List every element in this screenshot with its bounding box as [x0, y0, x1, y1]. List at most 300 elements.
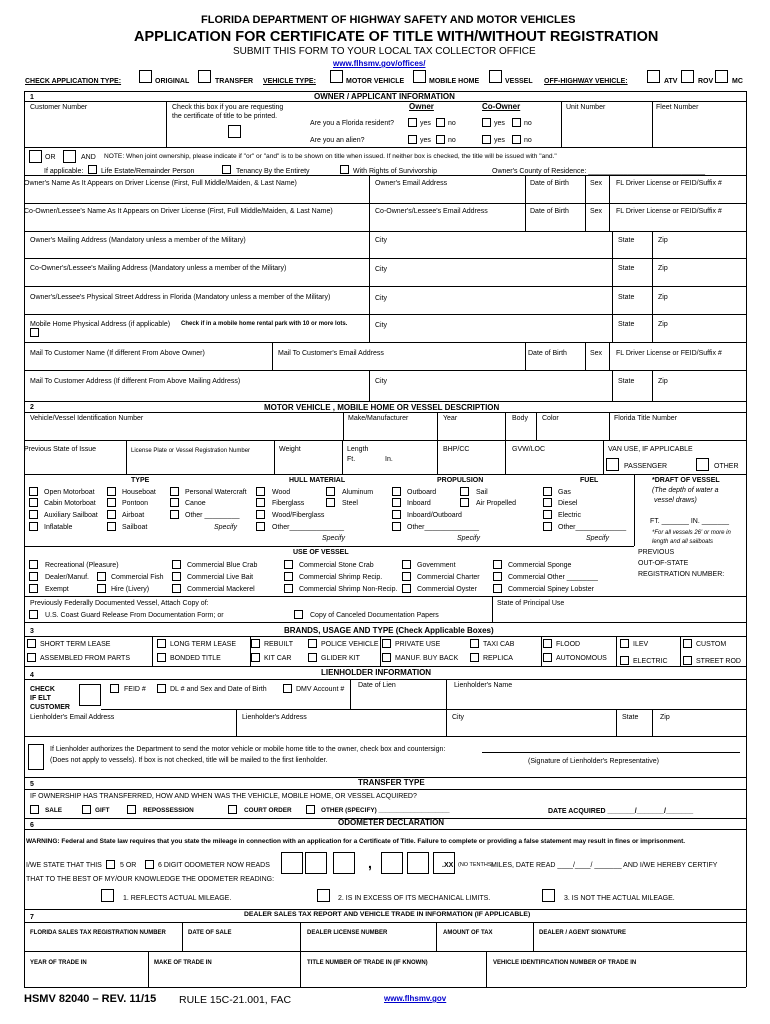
year-label: Year: [443, 415, 458, 422]
customer-number-label: Customer Number: [30, 104, 88, 111]
yes-label: yes: [420, 120, 431, 127]
use-lobster-label: Commercial Spiney Lobster: [508, 586, 594, 593]
lienholder-zip-label: Zip: [660, 714, 670, 721]
s4-heading: LIENHOLDER INFORMATION: [321, 668, 432, 677]
city-label: City: [375, 322, 388, 329]
coowner-resident-yes[interactable]: [482, 118, 491, 127]
type-open-motorboat-label: Open Motorboat: [44, 489, 95, 496]
odo-best-knowledge: THAT TO THE BEST OF MY/OUR KNOWLEDGE THE ODOMETER READING:: [26, 876, 275, 883]
and-checkbox[interactable]: [63, 150, 76, 163]
and-label: AND: [81, 154, 96, 161]
coowner-alien-yes[interactable]: [482, 135, 491, 144]
type-sailboat-label: Sailboat: [122, 524, 148, 531]
draft-ft-in: FT. _______ IN. _______: [650, 518, 730, 525]
hull-aluminum-label: Aluminum: [342, 489, 374, 496]
dmv-account-label: DMV Account #: [296, 686, 345, 693]
owner-resident-yes[interactable]: [408, 118, 417, 127]
odo-xx: .XX: [442, 862, 454, 869]
type-inflatable-label: Inflatable: [44, 524, 73, 531]
type-pontoon-label: Pontoon: [122, 500, 149, 507]
prop-inboard-checkbox[interactable]: [392, 498, 401, 507]
city-label: City: [375, 266, 388, 273]
odo-not-actual-checkbox[interactable]: [542, 889, 555, 902]
use-sponge-checkbox[interactable]: [493, 560, 502, 569]
mc-checkbox[interactable]: [715, 70, 728, 83]
type-inflatable-checkbox[interactable]: [29, 522, 38, 531]
owner-mailing-label: Owner's Mailing Address (Mandatory unless a member of the Military): [30, 237, 246, 244]
footer-link[interactable]: www.flhsmv.gov: [384, 994, 447, 1003]
type-specify-label: Specify: [214, 524, 237, 531]
mh-physical-label: Mobile Home Physical Address (if applicable): [30, 321, 171, 328]
owner-resident-no[interactable]: [436, 118, 445, 127]
odometer-warning: WARNING: Federal and State law requires that you state the mileage in connection with an application for a Certificate of Title. Failure to complete or providing a false statement may result in fines or imprisonment.: [26, 838, 686, 845]
frame-left: [24, 91, 25, 987]
odo-digit-4[interactable]: [381, 852, 403, 874]
mail-dl-label: FL Driver License or FEID/Suffix #: [616, 350, 722, 357]
use-stone-crab-checkbox[interactable]: [284, 560, 293, 569]
use-shrimp-nonrecip-label: Commercial Shrimp Non-Recip.: [299, 586, 398, 593]
zip-label: Zip: [658, 237, 668, 244]
owner-sex-label: Sex: [590, 180, 603, 187]
rov-label: ROV: [698, 78, 714, 85]
lienholder-city-label: City: [452, 714, 465, 721]
uscg-release-checkbox[interactable]: [29, 610, 38, 619]
prev-state-label: Previous State of Issue: [24, 446, 96, 453]
prop-sail-label: Sail: [476, 489, 488, 496]
life-estate-checkbox[interactable]: [88, 165, 97, 174]
no-label: no: [448, 137, 456, 144]
length-ft-label: Ft.: [347, 456, 356, 463]
fuel-diesel-label: Diesel: [558, 500, 578, 507]
brand-flood-checkbox[interactable]: [543, 639, 552, 648]
lien-auth-1: If Lienholder authorizes the Department to send the motor vehicle or mobile home title to the owner, check box and countersign:: [50, 746, 446, 753]
brand-autonomous-checkbox[interactable]: [543, 653, 552, 662]
fuel-electric-checkbox[interactable]: [543, 510, 552, 519]
s5-heading: TRANSFER TYPE: [358, 778, 425, 787]
owner-alien-yes[interactable]: [408, 135, 417, 144]
use-sponge-label: Commercial Sponge: [508, 562, 572, 569]
atv-checkbox[interactable]: [647, 70, 660, 83]
s1-heading: OWNER / APPLICANT INFORMATION: [314, 92, 455, 101]
dl-sex-dob-checkbox[interactable]: [157, 684, 166, 693]
draft-desc-2: vessel draws): [654, 497, 697, 504]
fuel-other-checkbox[interactable]: [543, 522, 552, 531]
hull-wood-fiberglass-checkbox[interactable]: [256, 510, 265, 519]
brand-police-vehicle-checkbox[interactable]: [308, 639, 317, 648]
brand-label: REPLICA: [483, 655, 513, 662]
brand-street-rod-checkbox[interactable]: [683, 656, 692, 665]
state-principal-use-label: State of Principal Use: [497, 600, 565, 607]
brand-long-term-lease-checkbox[interactable]: [157, 639, 166, 648]
coowner-email-label: Co-Owner's/Lessee's Email Address: [375, 208, 488, 215]
prop-specify-label: Specify: [457, 535, 480, 542]
city-label: City: [375, 237, 388, 244]
type-canoe-label: Canoe: [185, 500, 206, 507]
form-number: HSMV 82040 – REV. 11/15: [24, 993, 157, 1005]
lienholder-name-label: Lienholder's Name: [454, 682, 513, 689]
city-label: City: [375, 378, 388, 385]
alien-question: Are you an alien?: [310, 137, 365, 144]
brand-glider-kit-checkbox[interactable]: [308, 653, 317, 662]
prev-reg-1: PREVIOUS: [638, 549, 675, 556]
odo-5-label: 5 OR: [120, 862, 137, 869]
state-label: State: [618, 321, 635, 328]
type-canoe-checkbox[interactable]: [170, 498, 179, 507]
brand-label: ELECTRIC: [633, 658, 668, 665]
resident-question: Are you a Florida resident?: [310, 120, 395, 127]
use-live-bait-label: Commercial Live Bait: [187, 574, 254, 581]
fleet-number-label: Fleet Number: [656, 104, 699, 111]
fuel-diesel-checkbox[interactable]: [543, 498, 552, 507]
type-aux-sailboat-label: Auxiliary Sailboat: [44, 512, 98, 519]
transfer-question: IF OWNERSHIP HAS TRANSFERRED, HOW AND WHEN WAS THE VEHICLE, MOBILE HOME, OR VESSEL ACQUIRED?: [30, 793, 417, 800]
use-blue-crab-checkbox[interactable]: [172, 560, 181, 569]
fuel-specify-label: Specify: [586, 535, 609, 542]
use-mackerel-checkbox[interactable]: [172, 584, 181, 593]
van-use-label: VAN USE, IF APPLICABLE: [608, 446, 693, 453]
mobile-home-checkbox[interactable]: [413, 70, 426, 83]
check-application-type-label: CHECK APPLICATION TYPE:: [25, 78, 122, 85]
plate-label: License Plate or Vessel Registration Number: [131, 448, 251, 454]
hull-heading: HULL MATERIAL: [289, 477, 346, 484]
mail-to-name-label: Mail To Customer Name (If different From Above Owner): [30, 350, 205, 357]
brand-label: GLIDER KIT: [321, 655, 360, 662]
prop-io-checkbox[interactable]: [392, 510, 401, 519]
fuel-gas-label: Gas: [558, 489, 571, 496]
elt-check-1: CHECK: [30, 686, 55, 693]
vessel-label: VESSEL: [505, 78, 533, 85]
odo-excess-checkbox[interactable]: [317, 889, 330, 902]
passenger-checkbox[interactable]: [606, 458, 619, 471]
van-other-label: OTHER: [714, 463, 739, 470]
hull-aluminum-checkbox[interactable]: [326, 487, 335, 496]
type-cabin-motorboat-checkbox[interactable]: [29, 498, 38, 507]
trade-in-title-label: TITLE NUMBER OF TRADE IN (IF KNOWN): [307, 960, 428, 966]
brand-custom-checkbox[interactable]: [683, 639, 692, 648]
odo-digit-5[interactable]: [407, 852, 429, 874]
s2-heading: MOTOR VEHICLE , MOBILE HOME OR VESSEL DESCRIPTION: [264, 403, 500, 412]
transfer-other-checkbox[interactable]: [306, 805, 315, 814]
fuel-other-label: Other_____________: [558, 524, 627, 531]
city-label: City: [375, 295, 388, 302]
brand-ilev-checkbox[interactable]: [620, 639, 629, 648]
odo-digit-1[interactable]: [281, 852, 303, 874]
atv-label: ATV: [664, 78, 678, 85]
s5-number: 5: [30, 781, 34, 788]
brand-electric-checkbox[interactable]: [620, 656, 629, 665]
feid-checkbox[interactable]: [110, 684, 119, 693]
lienholder-authorize-checkbox[interactable]: [28, 744, 44, 770]
odo-6digit-checkbox[interactable]: [145, 860, 154, 869]
lien-signature-label: (Signature of Lienholder's Representative): [528, 758, 659, 765]
use-stone-crab-label: Commercial Stone Crab: [299, 562, 374, 569]
s6-heading: ODOMETER DECLARATION: [338, 818, 445, 827]
tenancy-checkbox[interactable]: [222, 165, 231, 174]
physical-address-label: Owner's/Lessee's Physical Street Address in Florida (Mandatory unless a member of the Military): [30, 294, 331, 301]
agency-name: FLORIDA DEPARTMENT OF HIGHWAY SAFETY AND MOTOR VEHICLES: [201, 14, 576, 26]
weight-label: Weight: [279, 446, 301, 453]
vessel-checkbox[interactable]: [489, 70, 502, 83]
fuel-heading: FUEL: [580, 477, 599, 484]
odo-digit-3[interactable]: [333, 852, 355, 874]
yes-label: yes: [494, 120, 505, 127]
original-label: ORIGINAL: [155, 78, 190, 85]
lienholder-address-label: Lienholder's Address: [242, 714, 307, 721]
unit-number-label: Unit Number: [566, 104, 606, 111]
hull-fiberglass-checkbox[interactable]: [256, 498, 265, 507]
state-label: State: [618, 237, 635, 244]
use-exempt-checkbox[interactable]: [29, 584, 38, 593]
brand-label: KIT CAR: [264, 655, 292, 662]
dealer-signature-label: DEALER / AGENT SIGNATURE: [539, 930, 627, 936]
use-comm-other-checkbox[interactable]: [493, 572, 502, 581]
use-live-bait-checkbox[interactable]: [172, 572, 181, 581]
use-hire-checkbox[interactable]: [97, 584, 106, 593]
type-pwc-checkbox[interactable]: [170, 487, 179, 496]
use-recreational-checkbox[interactable]: [29, 560, 38, 569]
type-sailboat-checkbox[interactable]: [107, 522, 116, 531]
feid-label: FEID #: [124, 686, 146, 693]
owner-col: Owner: [409, 102, 434, 111]
brand-label: ILEV: [633, 641, 649, 648]
brand-private-use-checkbox[interactable]: [382, 639, 391, 648]
mail-to-email-label: Mail To Customer's Email Address: [278, 350, 384, 357]
or-checkbox[interactable]: [29, 150, 42, 163]
no-label: no: [524, 120, 532, 127]
use-charter-checkbox[interactable]: [402, 572, 411, 581]
brand-manuf-buy-back-checkbox[interactable]: [382, 653, 391, 662]
transfer-gift-checkbox[interactable]: [82, 805, 91, 814]
propulsion-heading: PROPULSION: [437, 477, 484, 484]
date-of-lien-label: Date of Lien: [358, 682, 396, 689]
coowner-resident-no[interactable]: [512, 118, 521, 127]
brand-label: PRIVATE USE: [395, 641, 441, 648]
state-label: State: [618, 378, 635, 385]
prop-io-label: Inboard/Outboard: [407, 512, 462, 519]
type-pwc-label: Personal Watercraft: [185, 489, 247, 496]
brand-replica-checkbox[interactable]: [470, 653, 479, 662]
print-title-checkbox[interactable]: [228, 125, 241, 138]
brand-bonded-title-checkbox[interactable]: [157, 653, 166, 662]
transfer-sale-checkbox[interactable]: [30, 805, 39, 814]
yes-label: yes: [420, 137, 431, 144]
brand-label: FLOOD: [556, 641, 581, 648]
use-lobster-checkbox[interactable]: [493, 584, 502, 593]
coowner-alien-no[interactable]: [512, 135, 521, 144]
canceled-docs-label: Copy of Canceled Documentation Papers: [310, 612, 439, 619]
use-shrimp-recip-checkbox[interactable]: [284, 572, 293, 581]
prop-air-checkbox[interactable]: [460, 498, 469, 507]
draft-note-2: length and all sailboats: [652, 539, 714, 545]
odo-digit-2[interactable]: [305, 852, 327, 874]
canceled-docs-checkbox[interactable]: [294, 610, 303, 619]
use-heading: USE OF VESSEL: [293, 549, 349, 556]
prev-reg-3: REGISTRATION NUMBER:: [638, 571, 725, 578]
print-title-label: Check this box if you are requesting: [172, 104, 284, 111]
brand-label: SHORT TERM LEASE: [40, 641, 111, 648]
original-checkbox[interactable]: [139, 70, 152, 83]
type-houseboat-label: Houseboat: [122, 489, 156, 496]
mobile-home-label: MOBILE HOME: [429, 78, 480, 85]
odo-miles-date: MILES, DATE READ ____/____/ _______ AND I/WE HEREBY CERTIFY: [491, 862, 718, 869]
elt-check-3: CUSTOMER: [30, 704, 70, 711]
trade-in-vin-label: VEHICLE IDENTIFICATION NUMBER OF TRADE IN: [493, 960, 637, 966]
use-government-checkbox[interactable]: [402, 560, 411, 569]
brand-label: AUTONOMOUS: [556, 655, 607, 662]
make-label: Make/Manufacturer: [348, 415, 409, 422]
type-airboat-checkbox[interactable]: [107, 510, 116, 519]
s6-number: 6: [30, 822, 34, 829]
use-charter-label: Commercial Charter: [417, 574, 480, 581]
use-oyster-label: Commercial Oyster: [417, 586, 477, 593]
coowner-col: Co-Owner: [482, 102, 521, 111]
uscg-release-label: U.S. Coast Guard Release From Documentation Form; or: [45, 612, 224, 619]
owner-dl-label: FL Driver License or FEID/Suffix #: [616, 180, 722, 187]
zip-label: Zip: [658, 265, 668, 272]
prop-other-checkbox[interactable]: [392, 522, 401, 531]
life-estate-label: Life Estate/Remainder Person: [101, 168, 195, 175]
s3-heading: BRANDS, USAGE AND TYPE (Check Applicable Boxes): [284, 626, 494, 635]
form-title: APPLICATION FOR CERTIFICATE OF TITLE WITH/WITHOUT REGISTRATION: [134, 29, 659, 45]
type-open-motorboat-checkbox[interactable]: [29, 487, 38, 496]
use-dealer-label: Dealer/Manuf.: [45, 574, 89, 581]
use-comm-fish-label: Commercial Fish: [111, 574, 164, 581]
prev-fed-doc-label: Previously Federally Documented Vessel, Attach Copy of:: [30, 600, 209, 607]
hull-wood-checkbox[interactable]: [256, 487, 265, 496]
brand-short-term-lease-checkbox[interactable]: [27, 639, 36, 648]
use-shrimp-recip-label: Commercial Shrimp Recip.: [299, 574, 383, 581]
prev-reg-2: OUT-OF-STATE: [638, 560, 689, 567]
type-aux-sailboat-checkbox[interactable]: [29, 510, 38, 519]
zip-label: Zip: [658, 321, 668, 328]
passenger-label: PASSENGER: [624, 463, 668, 470]
coowner-name-label: Co-Owner/Lessee's Name As It Appears on Driver License (First, Full Middle/Maiden, & Last Name): [24, 208, 333, 215]
use-comm-other-label: Commercial Other ________: [508, 574, 598, 581]
prop-outboard-checkbox[interactable]: [392, 487, 401, 496]
type-other-label: Other _________: [185, 512, 240, 519]
type-heading: TYPE: [131, 477, 150, 484]
type-airboat-label: Airboat: [122, 512, 145, 519]
brand-label: CUSTOM: [696, 641, 727, 648]
type-houseboat-checkbox[interactable]: [107, 487, 116, 496]
bhp-label: BHP/CC: [443, 446, 470, 453]
odo-5digit-checkbox[interactable]: [106, 860, 115, 869]
lienholder-email-label: Lienholder's Email Address: [30, 714, 115, 721]
hull-fiberglass-label: Fiberglass: [272, 500, 305, 507]
prop-outboard-label: Outboard: [407, 489, 437, 496]
fuel-gas-checkbox[interactable]: [543, 487, 552, 496]
elt-customer-checkbox[interactable]: [79, 684, 101, 706]
length-in-label: In.: [385, 456, 393, 463]
length-label: Length: [347, 446, 369, 453]
brand-taxi-cab-checkbox[interactable]: [470, 639, 479, 648]
transfer-court-checkbox[interactable]: [228, 805, 237, 814]
survivorship-checkbox[interactable]: [340, 165, 349, 174]
amount-of-tax-label: AMOUNT OF TAX: [443, 930, 493, 936]
owner-alien-no[interactable]: [436, 135, 445, 144]
mh-rental-park-note: Check if in a mobile home rental park with 10 or more lots.: [181, 321, 348, 327]
s1-number: 1: [30, 94, 34, 101]
lien-auth-2: (Does not apply to vessels). If box is not checked, title will be mailed to the first lienholder.: [50, 757, 328, 764]
dealer-license-label: DEALER LICENSE NUMBER: [307, 930, 388, 936]
transfer-repo-checkbox[interactable]: [127, 805, 136, 814]
use-oyster-checkbox[interactable]: [402, 584, 411, 593]
if-applicable-label: If applicable:: [44, 168, 84, 175]
joint-ownership-note: NOTE: When joint ownership, please indicate if "or" or "and" is to be shown on title when issued. If neither box is checked, the title will be issued with "and.": [104, 153, 557, 160]
survivorship-label: With Rights of Survivorship: [353, 168, 438, 175]
mail-dob-label: Date of Birth: [528, 350, 567, 357]
mail-to-address-label: Mail To Customer Address (If different From Above Mailing Address): [30, 378, 241, 385]
brand-kit-car-checkbox[interactable]: [251, 653, 260, 662]
or-label: OR: [45, 154, 56, 161]
state-label: State: [618, 294, 635, 301]
hull-other-checkbox[interactable]: [256, 522, 265, 531]
offices-link[interactable]: www.flhsmv.gov/offices/: [333, 59, 426, 68]
odo-actual-checkbox[interactable]: [101, 889, 114, 902]
type-cabin-motorboat-label: Cabin Motorboat: [44, 500, 96, 507]
brand-label: BONDED TITLE: [170, 655, 221, 662]
owner-name-label: Owner's Name As It Appears on Driver License (First, Full Middle/Maiden, & Last Name): [24, 180, 297, 187]
vin-label: Vehicle/Vessel Identification Number: [30, 415, 144, 422]
odo-not-actual-label: 3. IS NOT THE ACTUAL MILEAGE.: [564, 895, 675, 902]
odometer-state: I/WE STATE THAT THIS: [26, 862, 102, 869]
odo-no-tenths: (NO TENTHS): [458, 862, 494, 868]
van-other-checkbox[interactable]: [696, 458, 709, 471]
s7-heading: DEALER SALES TAX REPORT AND VEHICLE TRADE IN INFORMATION (IF APPLICABLE): [244, 911, 531, 918]
brand-rebuilt-checkbox[interactable]: [251, 639, 260, 648]
prop-sail-checkbox[interactable]: [460, 487, 469, 496]
brand-label: STREET ROD: [696, 658, 741, 665]
motor-vehicle-checkbox[interactable]: [330, 70, 343, 83]
use-hire-label: Hire (Livery): [111, 586, 150, 593]
hull-steel-checkbox[interactable]: [326, 498, 335, 507]
brand-assembled-from-parts-checkbox[interactable]: [27, 653, 36, 662]
transfer-label: TRANSFER: [215, 78, 254, 85]
use-exempt-label: Exempt: [45, 586, 69, 593]
use-shrimp-nonrecip-checkbox[interactable]: [284, 584, 293, 593]
draft-note-1: *For all vessels 26' or more in: [652, 530, 731, 536]
prop-air-label: Air Propelled: [476, 500, 517, 507]
transfer-other-label: OTHER (SPECIFY) ____________________: [321, 807, 450, 814]
state-label: State: [618, 265, 635, 272]
body-label: Body: [512, 415, 528, 422]
type-pontoon-checkbox[interactable]: [107, 498, 116, 507]
rov-checkbox[interactable]: [681, 70, 694, 83]
transfer-checkbox[interactable]: [198, 70, 211, 83]
mh-rental-park-checkbox[interactable]: [30, 328, 39, 337]
dl-sex-dob-label: DL # and Sex and Date of Birth: [170, 686, 267, 693]
use-dealer-checkbox[interactable]: [29, 572, 38, 581]
use-comm-fish-checkbox[interactable]: [97, 572, 106, 581]
no-label: no: [524, 137, 532, 144]
use-recreational-label: Recreational (Pleasure): [45, 562, 119, 569]
elt-check-2: IF ELT: [30, 695, 51, 702]
owner-dob-label: Date of Birth: [530, 180, 569, 187]
type-other-checkbox[interactable]: [170, 510, 179, 519]
zip-label: Zip: [658, 294, 668, 301]
dmv-account-checkbox[interactable]: [283, 684, 292, 693]
hull-other-label: Other______________: [272, 524, 345, 531]
form-subtitle: SUBMIT THIS FORM TO YOUR LOCAL TAX COLLECTOR OFFICE: [233, 46, 536, 57]
zip-label: Zip: [658, 378, 668, 385]
brand-label: ASSEMBLED FROM PARTS: [40, 655, 130, 662]
brand-label: MANUF. BUY BACK: [395, 655, 459, 662]
fl-title-label: Florida Title Number: [614, 415, 678, 422]
brand-label: TAXI CAB: [483, 641, 515, 648]
transfer-sale-label: SALE: [45, 807, 63, 814]
brand-label: LONG TERM LEASE: [170, 641, 237, 648]
odo-6-label: 6 DIGIT ODOMETER NOW READS: [158, 862, 270, 869]
